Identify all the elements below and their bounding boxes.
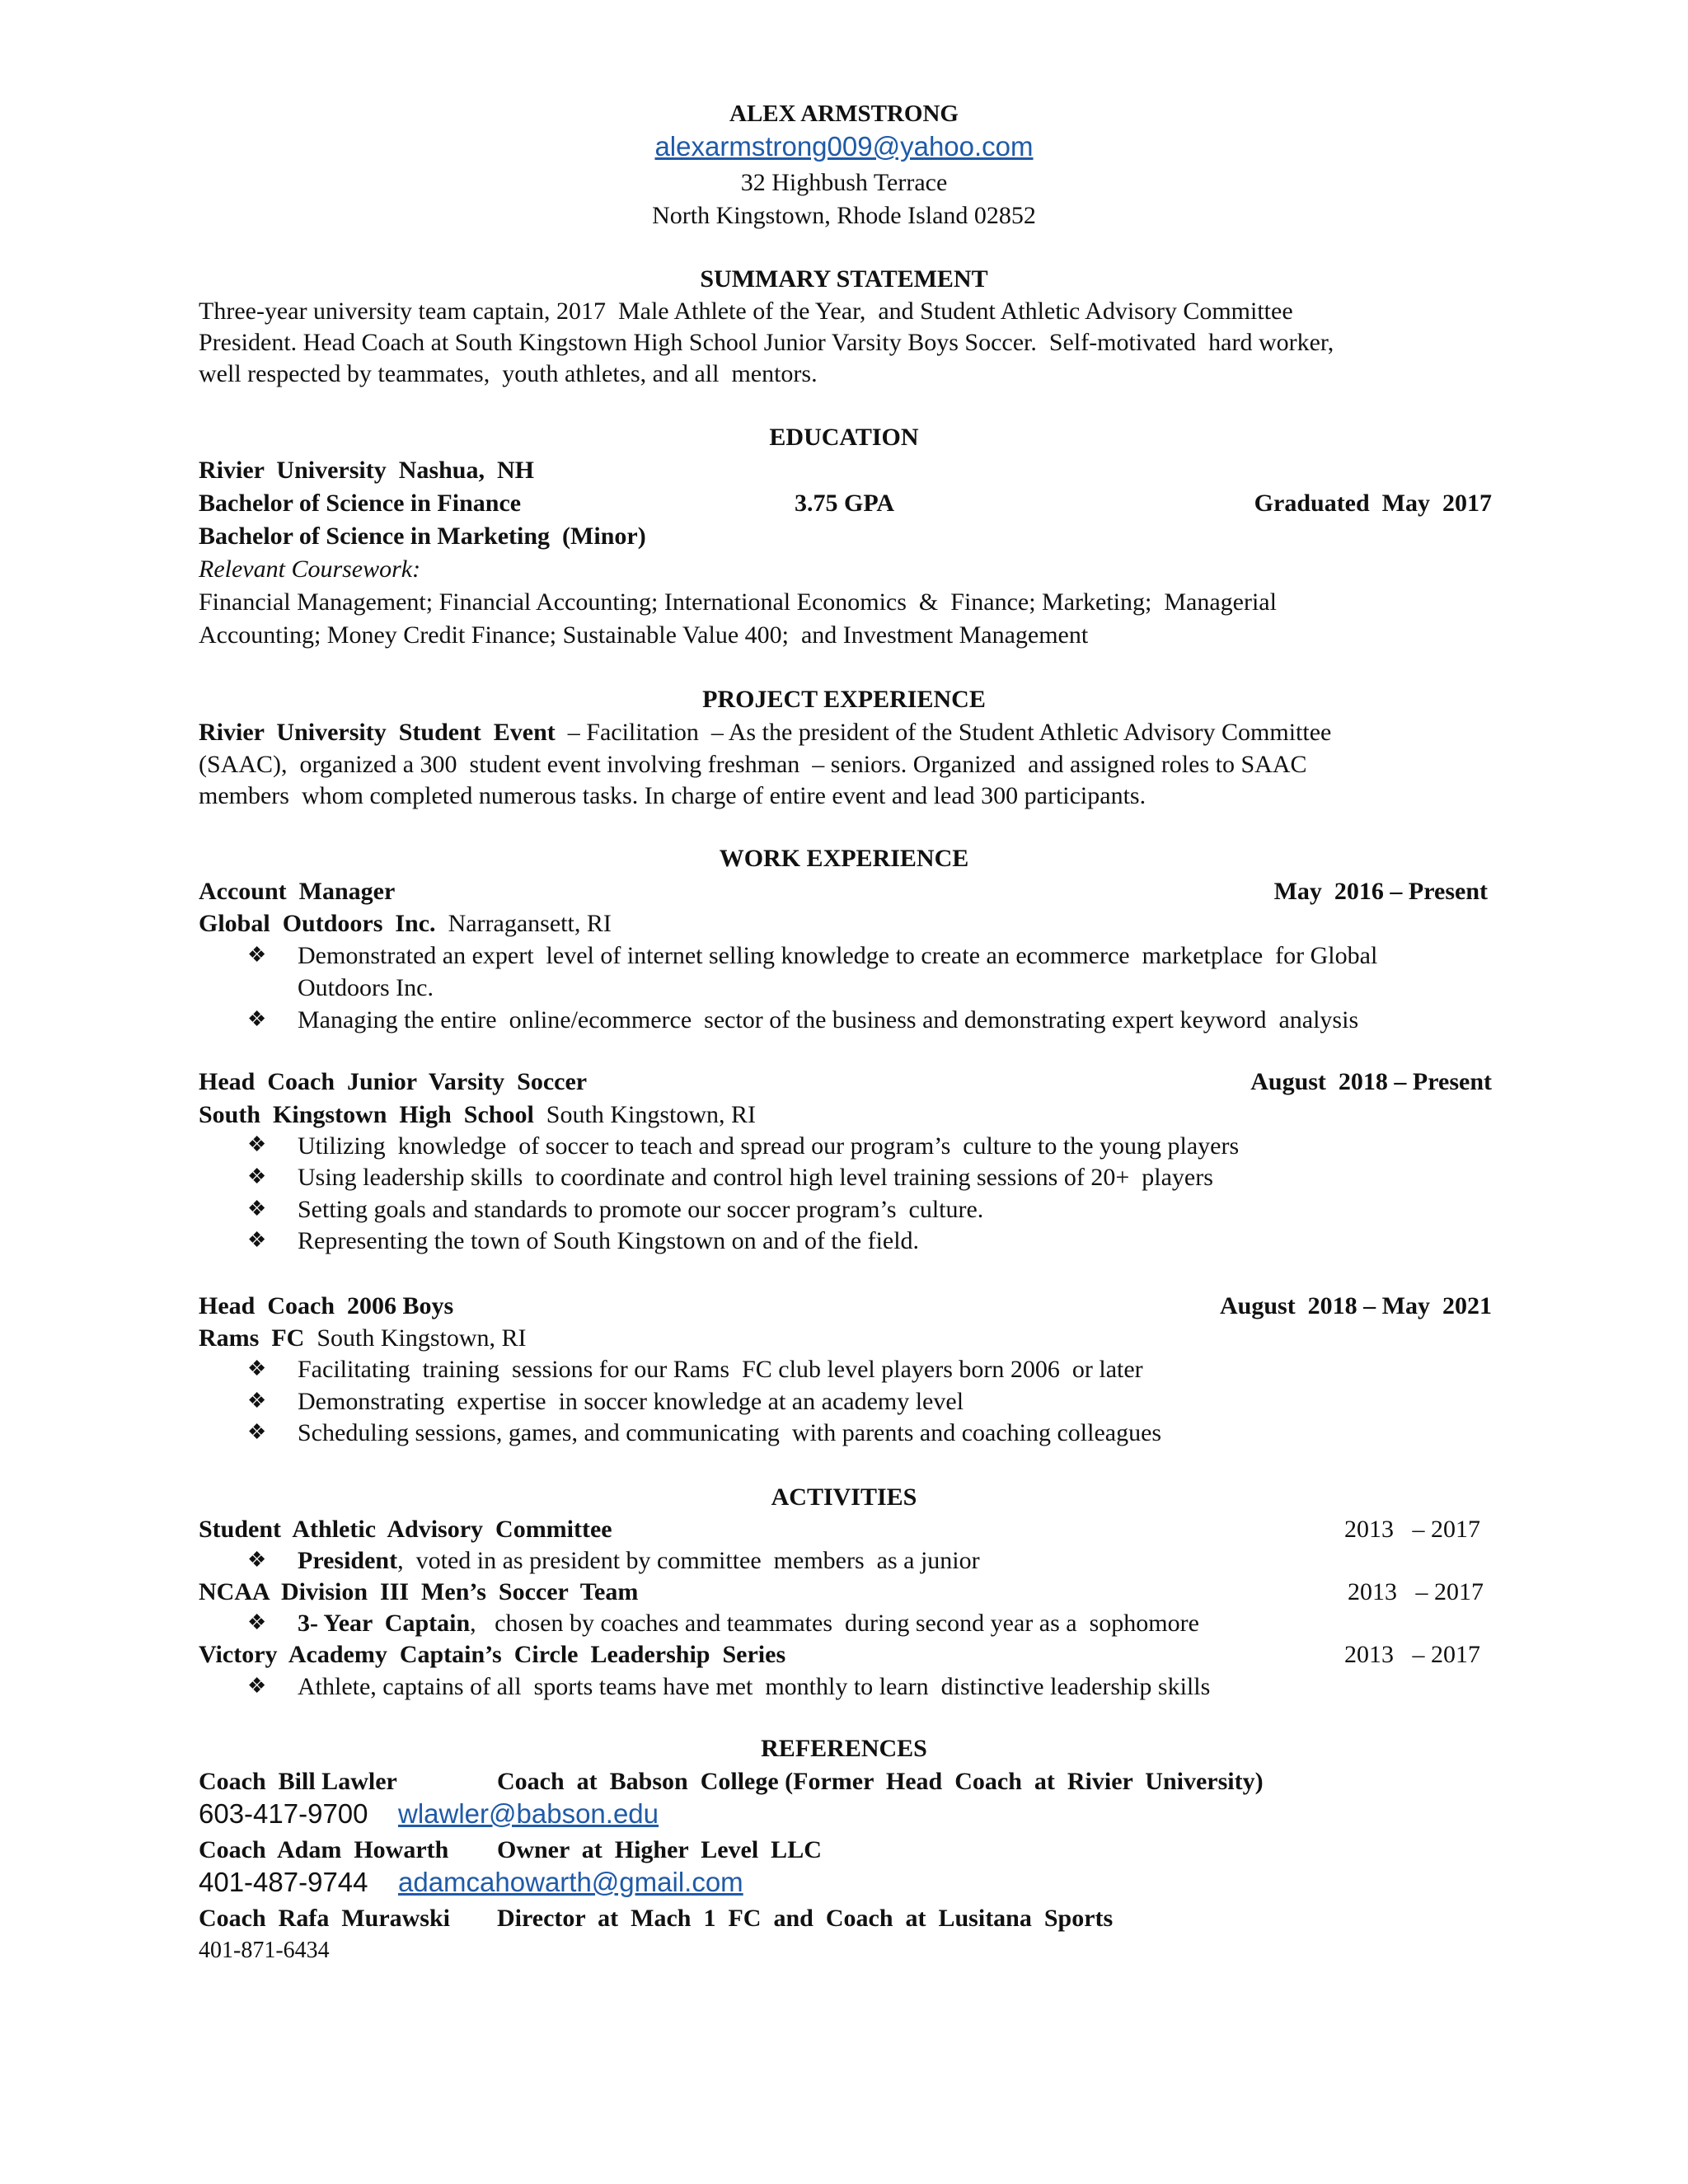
diamond-bullet-icon: ❖	[247, 1420, 267, 1444]
activity-bullet-bold: 3- Year Captain	[298, 1610, 471, 1637]
diamond-bullet-icon: ❖	[247, 1197, 267, 1221]
gpa: 3.75 GPA	[795, 490, 895, 517]
diamond-bullet-icon: ❖	[247, 1228, 267, 1252]
address-line-1: 32 Highbush Terrace	[740, 169, 948, 196]
job-org: Global Outdoors Inc.	[199, 910, 436, 937]
reference-email-link[interactable]: adamcahowarth@gmail.com	[398, 1867, 743, 1897]
job-bullet: Utilizing knowledge of soccer to teach and spread our program’s culture to the young players	[298, 1132, 1240, 1160]
job-place: South Kingstown, RI	[304, 1324, 527, 1352]
diamond-bullet-icon: ❖	[247, 1548, 267, 1572]
job-bullet: Representing the town of South Kingstown on and of the field.	[298, 1227, 920, 1254]
reference-name: Coach Rafa Murawski	[199, 1905, 450, 1932]
job-org-line	[199, 1103, 756, 1127]
diamond-bullet-icon: ❖	[247, 1132, 267, 1156]
job-org: South Kingstown High School	[199, 1101, 534, 1128]
job-bullet: Scheduling sessions, games, and communicating with parents and coaching colleagues	[298, 1419, 1162, 1446]
summary-line: President. Head Coach at South Kingstown High School Junior Varsity Boys Soccer. Self-motivated hard worker,	[199, 329, 1334, 356]
coursework-label: Relevant Coursework:	[199, 555, 421, 583]
diamond-bullet-icon: ❖	[247, 1610, 267, 1634]
project-line-2: (SAAC), organized a 300 student event involving freshman – seniors. Organized and assigned roles to SAAC	[199, 751, 1307, 778]
job-place: Narragansett, RI	[435, 910, 612, 937]
project-line-1	[199, 720, 1331, 745]
reference-name: Coach Bill Lawler	[199, 1768, 397, 1795]
activity-bullet-text: Athlete, captains of all sports teams have met monthly to learn distinctive leadership skills	[298, 1673, 1211, 1700]
reference-title: Owner at Higher Level LLC	[497, 1836, 822, 1863]
candidate-name: ALEX ARMSTRONG	[729, 101, 959, 127]
activity-bullet	[298, 1549, 980, 1573]
job-bullet: Managing the entire online/ecommerce sector of the business and demonstrating expert keyword analysis	[298, 1006, 1359, 1033]
summary-line: Three-year university team captain, 2017 Male Athlete of the Year, and Student Athletic Advisory Committee	[199, 298, 1293, 325]
summary-heading: SUMMARY STATEMENT	[700, 265, 988, 293]
job-role: Head Coach 2006 Boys	[199, 1292, 454, 1319]
job-place: South Kingstown, RI	[533, 1101, 756, 1128]
education-heading: EDUCATION	[769, 424, 919, 451]
activities-heading: ACTIVITIES	[771, 1483, 917, 1511]
reference-email-link[interactable]: wlawler@babson.edu	[398, 1798, 659, 1829]
activity-name: Victory Academy Captain’s Circle Leadership Series	[199, 1641, 786, 1668]
summary-line: well respected by teammates, youth athletes, and all mentors.	[199, 360, 818, 387]
work-heading: WORK EXPERIENCE	[719, 845, 969, 872]
job-role: Head Coach Junior Varsity Soccer	[199, 1068, 588, 1095]
job-dates: May 2016 – Present	[1273, 878, 1488, 905]
job-bullet: Facilitating training sessions for our Rams FC club level players born 2006 or later	[298, 1356, 1143, 1383]
project-heading: PROJECT EXPERIENCE	[702, 686, 986, 713]
activity-name: NCAA Division III Men’s Soccer Team	[199, 1578, 639, 1605]
activity-name: Student Athletic Advisory Committee	[199, 1516, 612, 1543]
diamond-bullet-icon: ❖	[247, 1007, 267, 1031]
reference-phone: 401-487-9744	[199, 1867, 368, 1897]
activity-years: 2013 – 2017	[1344, 1516, 1480, 1543]
degree-finance: Bachelor of Science in Finance	[199, 490, 522, 517]
diamond-bullet-icon: ❖	[247, 1389, 267, 1413]
diamond-bullet-icon: ❖	[247, 943, 267, 967]
coursework-line: Accounting; Money Credit Finance; Sustainable Value 400; and Investment Management	[199, 621, 1089, 649]
job-dates: August 2018 – Present	[1250, 1068, 1492, 1095]
job-role: Account Manager	[199, 878, 396, 905]
job-bullet-cont: Outdoors Inc.	[298, 974, 434, 1001]
reference-title: Director at Mach 1 FC and Coach at Lusitana Sports	[497, 1905, 1114, 1932]
project-desc: – Facilitation – As the president of the Student Athletic Advisory Committee	[555, 719, 1332, 746]
activity-bullet-text: , chosen by coaches and teammates during second year as a sophomore	[470, 1610, 1199, 1637]
activity-years: 2013 – 2017	[1344, 1641, 1480, 1668]
email-line	[0, 133, 1688, 162]
graduation-date: Graduated May 2017	[1254, 490, 1492, 517]
degree-marketing: Bachelor of Science in Marketing (Minor)	[199, 523, 646, 550]
diamond-bullet-icon: ❖	[247, 1357, 267, 1380]
reference-name: Coach Adam Howarth	[199, 1836, 449, 1863]
email-link[interactable]: alexarmstrong009@yahoo.com	[654, 131, 1034, 162]
reference-email-line	[398, 1868, 743, 1897]
school-name: Rivier University Nashua, NH	[199, 457, 534, 484]
reference-email-line	[398, 1800, 659, 1829]
activity-bullet	[298, 1675, 1210, 1699]
address-line-2: North Kingstown, Rhode Island 02852	[652, 202, 1036, 229]
job-bullet: Demonstrating expertise in soccer knowledge at an academy level	[298, 1388, 964, 1415]
project-name: Rivier University Student Event	[199, 719, 556, 746]
project-line-3: members whom completed numerous tasks. In charge of entire event and lead 300 participants.	[199, 782, 1146, 809]
job-bullet: Demonstrated an expert level of internet selling knowledge to create an ecommerce marketplace for Global	[298, 942, 1378, 969]
job-dates: August 2018 – May 2021	[1219, 1292, 1492, 1319]
reference-title: Coach at Babson College (Former Head Coach at Rivier University)	[497, 1768, 1264, 1795]
activity-bullet-bold: President	[298, 1547, 398, 1574]
activity-bullet-text: , voted in as president by committee members as a junior	[397, 1547, 980, 1574]
job-org: Rams FC	[199, 1324, 305, 1352]
job-org-line	[199, 1326, 527, 1351]
activity-years: 2013 – 2017	[1348, 1578, 1484, 1605]
diamond-bullet-icon: ❖	[247, 1165, 267, 1188]
diamond-bullet-icon: ❖	[247, 1674, 267, 1698]
references-heading: REFERENCES	[761, 1735, 927, 1762]
activity-bullet	[298, 1611, 1199, 1636]
reference-phone: 401-871-6434	[199, 1938, 330, 1963]
job-bullet: Setting goals and standards to promote our soccer program’s culture.	[298, 1196, 984, 1223]
job-org-line	[199, 912, 612, 936]
coursework-line: Financial Management; Financial Accounting; International Economics & Finance; Marketing; Managerial	[199, 588, 1277, 616]
reference-phone: 603-417-9700	[199, 1798, 368, 1829]
job-bullet: Using leadership skills to coordinate and control high level training sessions of 20+ players	[298, 1164, 1213, 1191]
